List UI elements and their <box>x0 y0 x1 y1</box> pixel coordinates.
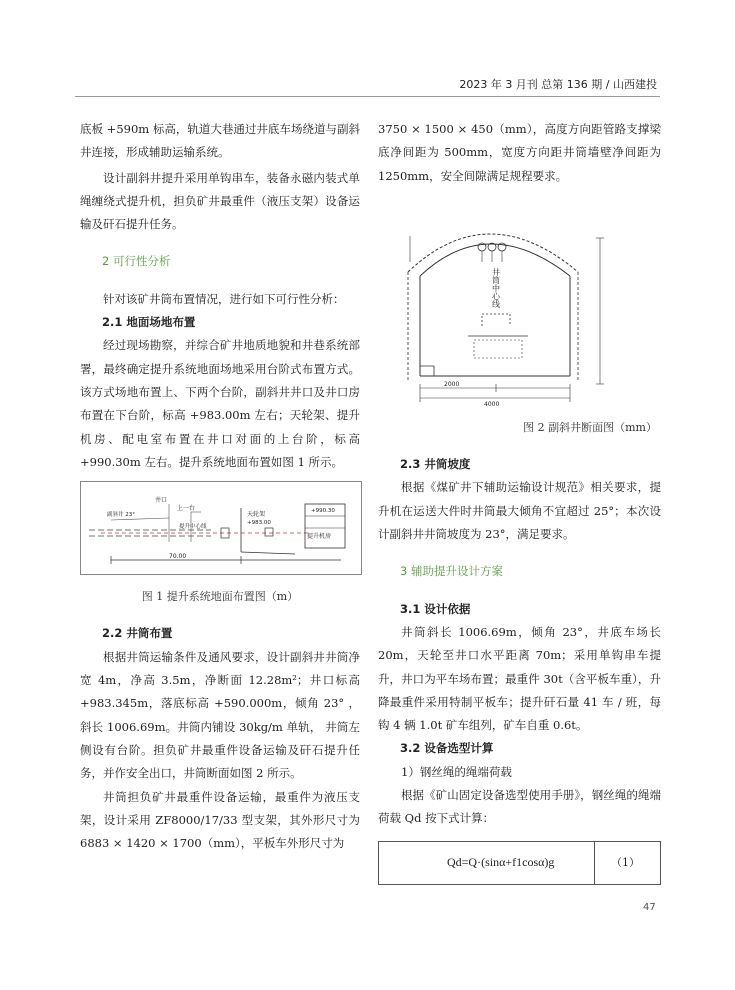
shaft-section-diagram <box>378 202 661 416</box>
left-column <box>80 118 360 855</box>
label-slope: 副斜井 23° <box>107 512 135 519</box>
equation-1: Qd=Q·(sinα+f1cosα)g <box>447 854 555 869</box>
label-platform: 上一台 <box>177 505 196 513</box>
equation-1-box <box>378 841 661 885</box>
label-dim-full: 4000 <box>484 400 500 408</box>
subsection-heading-2-2: 2.2 井筒布置 <box>102 626 173 641</box>
label-elev-low: +983.00 <box>247 520 271 527</box>
site-layout-diagram <box>81 482 361 574</box>
subsection-heading-2-1: 2.1 地面场地布置 <box>102 315 196 330</box>
figure-2-shaft-section <box>378 202 661 416</box>
paragraph: 根据《煤矿井下辅助运输设计规范》相关要求，提升机在运送大件时井筒最大倾角不宜超过 25°；本次设计副斜井井筒坡度为 23°，满足要求。 <box>378 480 661 542</box>
paragraph: 设计副斜井提升采用单钩串车，装备永磁内装式单绳缠绕式提升机，担负矿井最重件（液压支架）设备运输及矸石提升任务。 <box>80 170 360 232</box>
equation-number: （1） <box>611 855 640 869</box>
subsection-heading-3-2: 3.2 设备选型计算 <box>400 741 494 756</box>
subsection-heading-2-3: 2.3 井筒坡度 <box>400 457 471 472</box>
paragraph: 井筒担负矿井最重件设备运输，最重件为液压支架，设计采用 ZF8000/17/33 型支架，其外形尺寸为 6883 × 1420 × 1700（mm），平板车外形尺寸为 <box>80 789 360 851</box>
paragraph: 根据井筒运输条件及通风要求，设计副斜井井筒净宽 4m，净高 3.5m，净断面 12.28m²；井口标高 +983.345m，落底标高 +590.000m，倾角 23° ，斜长 1006.69m。井筒内铺设 30kg/m 单轨， 井筒左侧设有台阶。担负矿井最重件设备运输及矸石提升任务，并作安全出口，井筒断面如图 2 所示。 <box>80 649 360 781</box>
subsection-heading-3-1: 3.1 设计依据 <box>400 601 471 616</box>
paragraph: 底板 +590m 标高，轨道大巷通过井底车场绕道与副斜井连接，形成辅助运输系统。 <box>80 122 360 160</box>
figure-1-caption: 图 1 提升系统地面布置图（m） <box>141 590 299 604</box>
paragraph: 针对该矿井筒布置情况，进行如下可行性分析： <box>103 291 345 306</box>
label-rail: 提升中心线 <box>179 524 207 531</box>
label-dim-half: 2000 <box>444 380 460 388</box>
paragraph: 3750 × 1500 × 450（mm），高度方向距管路支撑梁底净间距为 500mm，宽度方向距井筒墙壁净间距为 1250mm，安全间隙满足规程要求。 <box>378 122 661 183</box>
paragraph: 根据《矿山固定设备选型使用手册》，钢丝绳的绳端荷载 Qd 按下式计算： <box>378 788 661 826</box>
paragraph: 1）钢丝绳的绳端荷载 <box>401 764 512 779</box>
label-distance: 70.00 <box>169 553 187 561</box>
label-shaft: 井口 <box>155 497 168 505</box>
label-room: 提升机房 <box>307 533 332 541</box>
section-heading-3: 3 辅助提升设计方案 <box>400 564 503 579</box>
right-column <box>378 118 661 885</box>
header-rule <box>75 96 660 97</box>
equation-divider <box>594 842 595 884</box>
section-heading-2: 2 可行性分析 <box>102 254 171 269</box>
page-number: 47 <box>643 902 656 913</box>
label-wheel: 天轮架 <box>247 511 266 519</box>
figure-2-caption: 图 2 副斜井断面图（mm） <box>523 420 657 434</box>
figure-1-site-layout <box>80 481 362 575</box>
label-center-line: 井筒中心线 <box>491 267 501 308</box>
paragraph: 经过现场勘察，并综合矿井地质地貌和井巷系统部署，最终确定提升系统地面场地采用台阶式布置方式。该方式场地布置上、下两个台阶，副斜井井口及井口房布置在下台阶，标高 +983.00m 左右；天轮架、提升机房、配电室布置在井口对面的上台阶，标高 +990.30m 左右。提升系统地面布置如图 1 所示。 <box>80 338 360 469</box>
label-elev-high: +990.30 <box>311 508 335 515</box>
running-header: 2023 年 3 月刊 总第 136 期 / 山西建投 <box>459 78 657 91</box>
paragraph: 井筒斜长 1006.69m，倾角 23°，井底车场长 20m，天轮至井口水平距离 70m；采用单钩串车提升，井口为平车场布置；最重件 30t（含平板车重），升降最重件采用特制平板车；提升矸石量 41 车 / 班，每钩 4 辆 1.0t 矿车组列，矿车自重 0.6t。 <box>378 624 661 733</box>
